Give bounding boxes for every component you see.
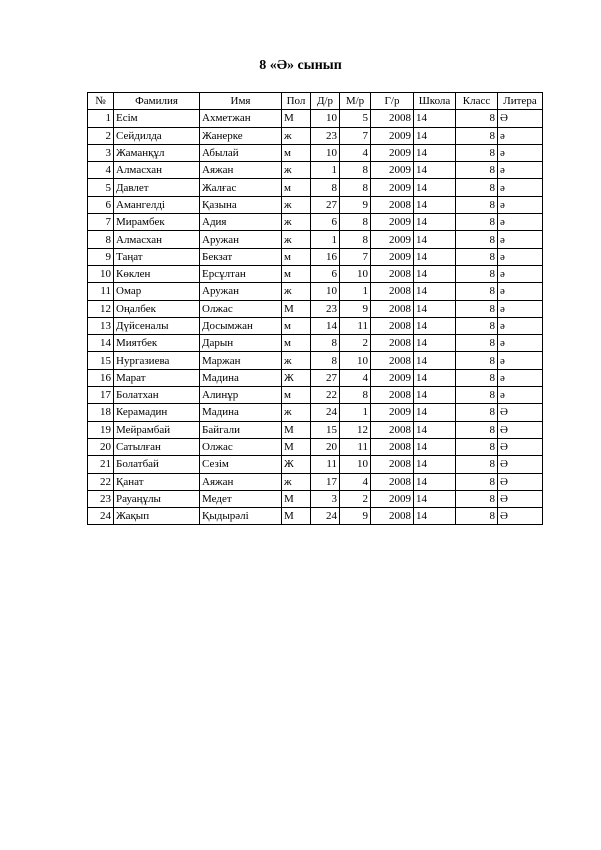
- cell-name: Қыдырәлі: [200, 508, 282, 525]
- table-row: [88, 214, 543, 231]
- table-row: [88, 387, 543, 404]
- cell-name: Алинұр: [200, 387, 282, 404]
- cell-letter: Ә: [498, 110, 543, 127]
- cell-birth-year: 2008: [371, 335, 414, 352]
- table-row: [88, 196, 543, 213]
- cell-name: Адия: [200, 214, 282, 231]
- cell-surname: Миятбек: [114, 335, 200, 352]
- cell-surname: Мирамбек: [114, 214, 200, 231]
- cell-gender: Ж: [282, 369, 311, 386]
- cell-gender: м: [282, 387, 311, 404]
- cell-surname: Көклен: [114, 265, 200, 282]
- cell-school: 14: [414, 196, 456, 213]
- cell-birth-year: 2009: [371, 248, 414, 265]
- column-header-gender: Пол: [282, 93, 311, 110]
- cell-birth-day: 6: [311, 265, 340, 282]
- cell-birth-year: 2008: [371, 265, 414, 282]
- cell-birth-day: 1: [311, 231, 340, 248]
- cell-birth-year: 2008: [371, 473, 414, 490]
- cell-number: 11: [88, 283, 114, 300]
- cell-birth-month: 7: [340, 248, 371, 265]
- cell-number: 3: [88, 144, 114, 161]
- cell-birth-month: 8: [340, 162, 371, 179]
- cell-school: 14: [414, 473, 456, 490]
- cell-number: 12: [88, 300, 114, 317]
- cell-school: 14: [414, 231, 456, 248]
- cell-class: 8: [456, 231, 498, 248]
- cell-gender: ж: [282, 231, 311, 248]
- table-row: [88, 127, 543, 144]
- table-row: [88, 490, 543, 507]
- cell-birth-month: 9: [340, 196, 371, 213]
- cell-number: 7: [88, 214, 114, 231]
- cell-birth-month: 1: [340, 404, 371, 421]
- cell-birth-year: 2009: [371, 490, 414, 507]
- cell-class: 8: [456, 283, 498, 300]
- cell-surname: Керамадин: [114, 404, 200, 421]
- cell-birth-day: 3: [311, 490, 340, 507]
- cell-name: Медет: [200, 490, 282, 507]
- table-row: [88, 144, 543, 161]
- cell-class: 8: [456, 179, 498, 196]
- cell-letter: ә: [498, 162, 543, 179]
- cell-name: Жанерке: [200, 127, 282, 144]
- cell-number: 22: [88, 473, 114, 490]
- cell-name: Аяжан: [200, 162, 282, 179]
- cell-letter: Ә: [498, 508, 543, 525]
- cell-class: 8: [456, 456, 498, 473]
- student-table: [87, 92, 543, 525]
- cell-class: 8: [456, 508, 498, 525]
- cell-birth-year: 2008: [371, 110, 414, 127]
- cell-letter: ә: [498, 231, 543, 248]
- cell-surname: Мейрамбай: [114, 421, 200, 438]
- cell-surname: Омар: [114, 283, 200, 300]
- cell-birth-month: 10: [340, 265, 371, 282]
- cell-school: 14: [414, 369, 456, 386]
- cell-school: 14: [414, 265, 456, 282]
- cell-gender: м: [282, 335, 311, 352]
- cell-class: 8: [456, 300, 498, 317]
- cell-school: 14: [414, 490, 456, 507]
- cell-birth-day: 10: [311, 110, 340, 127]
- cell-gender: м: [282, 265, 311, 282]
- cell-number: 16: [88, 369, 114, 386]
- cell-surname: Амангелді: [114, 196, 200, 213]
- cell-name: Мадина: [200, 369, 282, 386]
- cell-birth-year: 2009: [371, 127, 414, 144]
- cell-number: 9: [88, 248, 114, 265]
- cell-gender: Ж: [282, 456, 311, 473]
- cell-school: 14: [414, 162, 456, 179]
- cell-number: 23: [88, 490, 114, 507]
- cell-letter: ә: [498, 300, 543, 317]
- cell-birth-month: 10: [340, 456, 371, 473]
- cell-birth-day: 22: [311, 387, 340, 404]
- cell-school: 14: [414, 335, 456, 352]
- cell-birth-year: 2008: [371, 196, 414, 213]
- cell-school: 14: [414, 387, 456, 404]
- cell-birth-day: 23: [311, 300, 340, 317]
- cell-letter: ә: [498, 283, 543, 300]
- cell-birth-month: 7: [340, 127, 371, 144]
- table-header-row: [88, 93, 543, 110]
- cell-surname: Есім: [114, 110, 200, 127]
- cell-class: 8: [456, 490, 498, 507]
- cell-school: 14: [414, 456, 456, 473]
- cell-birth-day: 6: [311, 214, 340, 231]
- cell-class: 8: [456, 248, 498, 265]
- cell-birth-day: 10: [311, 283, 340, 300]
- cell-surname: Қанат: [114, 473, 200, 490]
- cell-number: 10: [88, 265, 114, 282]
- cell-class: 8: [456, 473, 498, 490]
- cell-letter: Ә: [498, 421, 543, 438]
- cell-school: 14: [414, 179, 456, 196]
- cell-birth-day: 8: [311, 335, 340, 352]
- column-header-school: Школа: [414, 93, 456, 110]
- cell-gender: М: [282, 300, 311, 317]
- cell-birth-month: 4: [340, 144, 371, 161]
- cell-gender: М: [282, 490, 311, 507]
- cell-number: 8: [88, 231, 114, 248]
- cell-gender: ж: [282, 214, 311, 231]
- cell-birth-year: 2008: [371, 438, 414, 455]
- cell-name: Ерсұлтан: [200, 265, 282, 282]
- cell-letter: ә: [498, 335, 543, 352]
- cell-class: 8: [456, 265, 498, 282]
- cell-school: 14: [414, 127, 456, 144]
- cell-letter: ә: [498, 317, 543, 334]
- cell-class: 8: [456, 421, 498, 438]
- cell-letter: ә: [498, 352, 543, 369]
- cell-number: 24: [88, 508, 114, 525]
- cell-birth-year: 2009: [371, 231, 414, 248]
- cell-birth-month: 8: [340, 231, 371, 248]
- cell-gender: М: [282, 110, 311, 127]
- table-row: [88, 352, 543, 369]
- column-header-surname: Фамилия: [114, 93, 200, 110]
- cell-gender: М: [282, 421, 311, 438]
- cell-birth-month: 10: [340, 352, 371, 369]
- cell-surname: Марат: [114, 369, 200, 386]
- cell-name: Бекзат: [200, 248, 282, 265]
- cell-letter: Ә: [498, 404, 543, 421]
- cell-name: Ахметжан: [200, 110, 282, 127]
- cell-gender: ж: [282, 352, 311, 369]
- cell-surname: Давлет: [114, 179, 200, 196]
- column-header-birth-year: Г/р: [371, 93, 414, 110]
- column-header-class: Класс: [456, 93, 498, 110]
- cell-birth-month: 12: [340, 421, 371, 438]
- cell-gender: М: [282, 438, 311, 455]
- column-header-number: №: [88, 93, 114, 110]
- cell-surname: Таңат: [114, 248, 200, 265]
- cell-letter: Ә: [498, 473, 543, 490]
- cell-letter: ә: [498, 214, 543, 231]
- table-row: [88, 283, 543, 300]
- column-header-letter: Литера: [498, 93, 543, 110]
- table-row: [88, 162, 543, 179]
- cell-number: 18: [88, 404, 114, 421]
- cell-birth-day: 11: [311, 456, 340, 473]
- cell-birth-month: 9: [340, 300, 371, 317]
- cell-letter: Ә: [498, 456, 543, 473]
- cell-class: 8: [456, 387, 498, 404]
- cell-name: Байгали: [200, 421, 282, 438]
- cell-birth-day: 24: [311, 508, 340, 525]
- cell-birth-year: 2009: [371, 214, 414, 231]
- cell-gender: м: [282, 248, 311, 265]
- cell-birth-month: 4: [340, 473, 371, 490]
- table-row: [88, 508, 543, 525]
- cell-letter: ә: [498, 196, 543, 213]
- cell-letter: ә: [498, 144, 543, 161]
- cell-name: Қазына: [200, 196, 282, 213]
- cell-birth-year: 2008: [371, 317, 414, 334]
- cell-birth-day: 20: [311, 438, 340, 455]
- table-row: [88, 473, 543, 490]
- cell-birth-year: 2009: [371, 404, 414, 421]
- cell-birth-year: 2009: [371, 162, 414, 179]
- table-row: [88, 300, 543, 317]
- cell-gender: ж: [282, 404, 311, 421]
- table-row: [88, 335, 543, 352]
- cell-school: 14: [414, 352, 456, 369]
- cell-birth-year: 2008: [371, 300, 414, 317]
- cell-class: 8: [456, 196, 498, 213]
- cell-number: 4: [88, 162, 114, 179]
- cell-birth-year: 2008: [371, 421, 414, 438]
- cell-name: Жалғас: [200, 179, 282, 196]
- cell-school: 14: [414, 317, 456, 334]
- cell-gender: ж: [282, 283, 311, 300]
- cell-school: 14: [414, 283, 456, 300]
- cell-birth-year: 2008: [371, 352, 414, 369]
- cell-name: Маржан: [200, 352, 282, 369]
- cell-letter: ә: [498, 387, 543, 404]
- cell-birth-year: 2008: [371, 508, 414, 525]
- table-row: [88, 438, 543, 455]
- cell-birth-month: 11: [340, 317, 371, 334]
- cell-school: 14: [414, 300, 456, 317]
- cell-birth-year: 2008: [371, 387, 414, 404]
- cell-name: Аружан: [200, 231, 282, 248]
- cell-birth-day: 27: [311, 369, 340, 386]
- cell-letter: ә: [498, 248, 543, 265]
- cell-gender: М: [282, 508, 311, 525]
- cell-class: 8: [456, 214, 498, 231]
- cell-school: 14: [414, 110, 456, 127]
- cell-birth-month: 9: [340, 508, 371, 525]
- cell-surname: Алмасхан: [114, 231, 200, 248]
- cell-class: 8: [456, 144, 498, 161]
- cell-gender: ж: [282, 127, 311, 144]
- cell-name: Олжас: [200, 438, 282, 455]
- cell-birth-day: 8: [311, 179, 340, 196]
- cell-class: 8: [456, 110, 498, 127]
- cell-class: 8: [456, 317, 498, 334]
- cell-birth-month: 2: [340, 335, 371, 352]
- cell-school: 14: [414, 421, 456, 438]
- cell-number: 6: [88, 196, 114, 213]
- cell-birth-day: 24: [311, 404, 340, 421]
- cell-school: 14: [414, 144, 456, 161]
- cell-name: Дарын: [200, 335, 282, 352]
- cell-class: 8: [456, 127, 498, 144]
- cell-birth-month: 4: [340, 369, 371, 386]
- cell-birth-month: 8: [340, 214, 371, 231]
- cell-number: 17: [88, 387, 114, 404]
- cell-number: 19: [88, 421, 114, 438]
- cell-name: Мадина: [200, 404, 282, 421]
- column-header-birth-month: М/р: [340, 93, 371, 110]
- cell-surname: Нургазиева: [114, 352, 200, 369]
- cell-birth-month: 8: [340, 179, 371, 196]
- page-title: 8 «Ә» сынып: [259, 58, 342, 73]
- cell-surname: Дүйсеналы: [114, 317, 200, 334]
- cell-school: 14: [414, 214, 456, 231]
- cell-number: 5: [88, 179, 114, 196]
- cell-name: Аяжан: [200, 473, 282, 490]
- table-row: [88, 421, 543, 438]
- cell-letter: ә: [498, 179, 543, 196]
- cell-class: 8: [456, 352, 498, 369]
- cell-gender: м: [282, 144, 311, 161]
- cell-surname: Жақып: [114, 508, 200, 525]
- cell-birth-day: 10: [311, 144, 340, 161]
- cell-name: Олжас: [200, 300, 282, 317]
- cell-surname: Алмасхан: [114, 162, 200, 179]
- cell-class: 8: [456, 404, 498, 421]
- cell-school: 14: [414, 438, 456, 455]
- table-row: [88, 265, 543, 282]
- cell-birth-year: 2009: [371, 369, 414, 386]
- cell-school: 14: [414, 404, 456, 421]
- cell-birth-day: 8: [311, 352, 340, 369]
- cell-gender: ж: [282, 162, 311, 179]
- cell-birth-day: 23: [311, 127, 340, 144]
- cell-class: 8: [456, 438, 498, 455]
- cell-surname: Сатылған: [114, 438, 200, 455]
- cell-gender: ж: [282, 473, 311, 490]
- cell-letter: ә: [498, 127, 543, 144]
- cell-class: 8: [456, 335, 498, 352]
- cell-birth-year: 2009: [371, 144, 414, 161]
- cell-letter: ә: [498, 265, 543, 282]
- cell-gender: м: [282, 317, 311, 334]
- cell-letter: ә: [498, 369, 543, 386]
- cell-surname: Сейдилда: [114, 127, 200, 144]
- cell-birth-day: 16: [311, 248, 340, 265]
- cell-letter: Ә: [498, 438, 543, 455]
- cell-number: 13: [88, 317, 114, 334]
- column-header-birth-day: Д/р: [311, 93, 340, 110]
- table-row: [88, 110, 543, 127]
- cell-gender: м: [282, 179, 311, 196]
- cell-birth-month: 8: [340, 387, 371, 404]
- table-row: [88, 317, 543, 334]
- cell-birth-month: 2: [340, 490, 371, 507]
- cell-birth-day: 1: [311, 162, 340, 179]
- cell-surname: Оңалбек: [114, 300, 200, 317]
- cell-birth-year: 2008: [371, 283, 414, 300]
- cell-birth-day: 17: [311, 473, 340, 490]
- cell-name: Аружан: [200, 283, 282, 300]
- cell-school: 14: [414, 248, 456, 265]
- cell-birth-day: 27: [311, 196, 340, 213]
- cell-birth-year: 2009: [371, 179, 414, 196]
- cell-gender: ж: [282, 196, 311, 213]
- cell-number: 2: [88, 127, 114, 144]
- column-header-name: Имя: [200, 93, 282, 110]
- cell-number: 1: [88, 110, 114, 127]
- cell-surname: Болатбай: [114, 456, 200, 473]
- table-row: [88, 404, 543, 421]
- cell-surname: Рауаңұлы: [114, 490, 200, 507]
- cell-name: Сезім: [200, 456, 282, 473]
- cell-name: Досымжан: [200, 317, 282, 334]
- cell-number: 20: [88, 438, 114, 455]
- cell-birth-day: 15: [311, 421, 340, 438]
- cell-birth-day: 14: [311, 317, 340, 334]
- cell-birth-month: 5: [340, 110, 371, 127]
- table-row: [88, 369, 543, 386]
- cell-birth-month: 11: [340, 438, 371, 455]
- cell-number: 21: [88, 456, 114, 473]
- table-row: [88, 231, 543, 248]
- cell-name: Абылай: [200, 144, 282, 161]
- cell-birth-year: 2008: [371, 456, 414, 473]
- cell-number: 15: [88, 352, 114, 369]
- table-row: [88, 456, 543, 473]
- table-body: [88, 110, 543, 525]
- cell-school: 14: [414, 508, 456, 525]
- cell-surname: Жаманқұл: [114, 144, 200, 161]
- cell-number: 14: [88, 335, 114, 352]
- cell-class: 8: [456, 162, 498, 179]
- table-row: [88, 179, 543, 196]
- cell-class: 8: [456, 369, 498, 386]
- cell-letter: Ә: [498, 490, 543, 507]
- cell-surname: Болатхан: [114, 387, 200, 404]
- cell-birth-month: 1: [340, 283, 371, 300]
- table-row: [88, 248, 543, 265]
